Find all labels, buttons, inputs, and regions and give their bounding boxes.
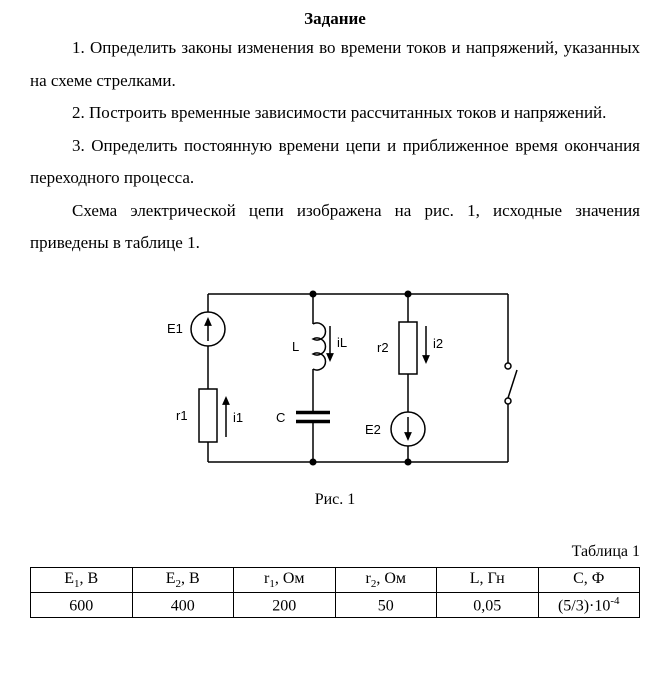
figure-caption: Рис. 1	[314, 490, 356, 508]
table-header-cell-e1: $E_1$, В	[31, 567, 133, 592]
label-i1: i1	[233, 409, 244, 425]
label-e1: E1	[167, 320, 183, 336]
table-header-row	[31, 567, 640, 592]
paragraph-intro: Схема электрической цепи изображена на рис. 1, исходные значения приведены в таблице 1.	[30, 200, 640, 252]
label-l: L	[292, 338, 300, 354]
parameters-table	[30, 567, 640, 619]
label-e2: E2	[365, 421, 381, 437]
switch-contact-bottom	[505, 398, 511, 404]
table-cell-e2-value: 400	[132, 592, 234, 617]
table-header-cell-r1: $r_1$, Ом	[234, 567, 336, 592]
inductor-l	[313, 323, 326, 370]
table-cell-r2-value: 50	[335, 592, 437, 617]
table-cell-r1-value: 200	[234, 592, 336, 617]
table-cell-e1-value: 600	[31, 592, 133, 617]
label-r1: r1	[176, 407, 188, 423]
circuit-diagram	[163, 286, 519, 474]
table-header-cell-l: L, Гн	[437, 567, 539, 592]
label-i2: i2	[433, 335, 444, 351]
circuit-figure	[30, 286, 640, 509]
resistor-r2	[399, 322, 417, 374]
label-r2: r2	[377, 339, 389, 355]
junction-dot	[310, 291, 316, 297]
label-il: iL	[337, 334, 348, 350]
document-title: Задание	[304, 9, 366, 28]
junction-dot	[310, 459, 316, 465]
label-c: C	[276, 409, 286, 425]
junction-dot	[405, 291, 411, 297]
table-header-cell-e2: $E_2$, В	[132, 567, 234, 592]
table-header-cell-c: C, Ф	[538, 567, 640, 592]
paragraph-task-1: 1. Определить законы изменения во времени токов и напряжений, указанных на схеме стрелками.	[30, 38, 640, 90]
table-cell-c-value: $(5/3)\cdot 10^{-4}$	[538, 592, 640, 617]
table-header-cell-r2: $r_2$, Ом	[335, 567, 437, 592]
paragraph-task-3: 3. Определить постоянную времени цепи и приближенное время окончания переходного процесса.	[30, 135, 640, 187]
table-caption: Таблица 1	[571, 542, 640, 560]
paragraph-task-2: 2. Построить временные зависимости рассчитанных токов и напряжений.	[72, 103, 607, 122]
table-values-row	[31, 592, 640, 617]
table-cell-l-value: 0,05	[437, 592, 539, 617]
switch-contact-top	[505, 363, 511, 369]
junction-dot	[405, 459, 411, 465]
resistor-r1	[199, 389, 217, 442]
switch-blade	[508, 370, 517, 398]
